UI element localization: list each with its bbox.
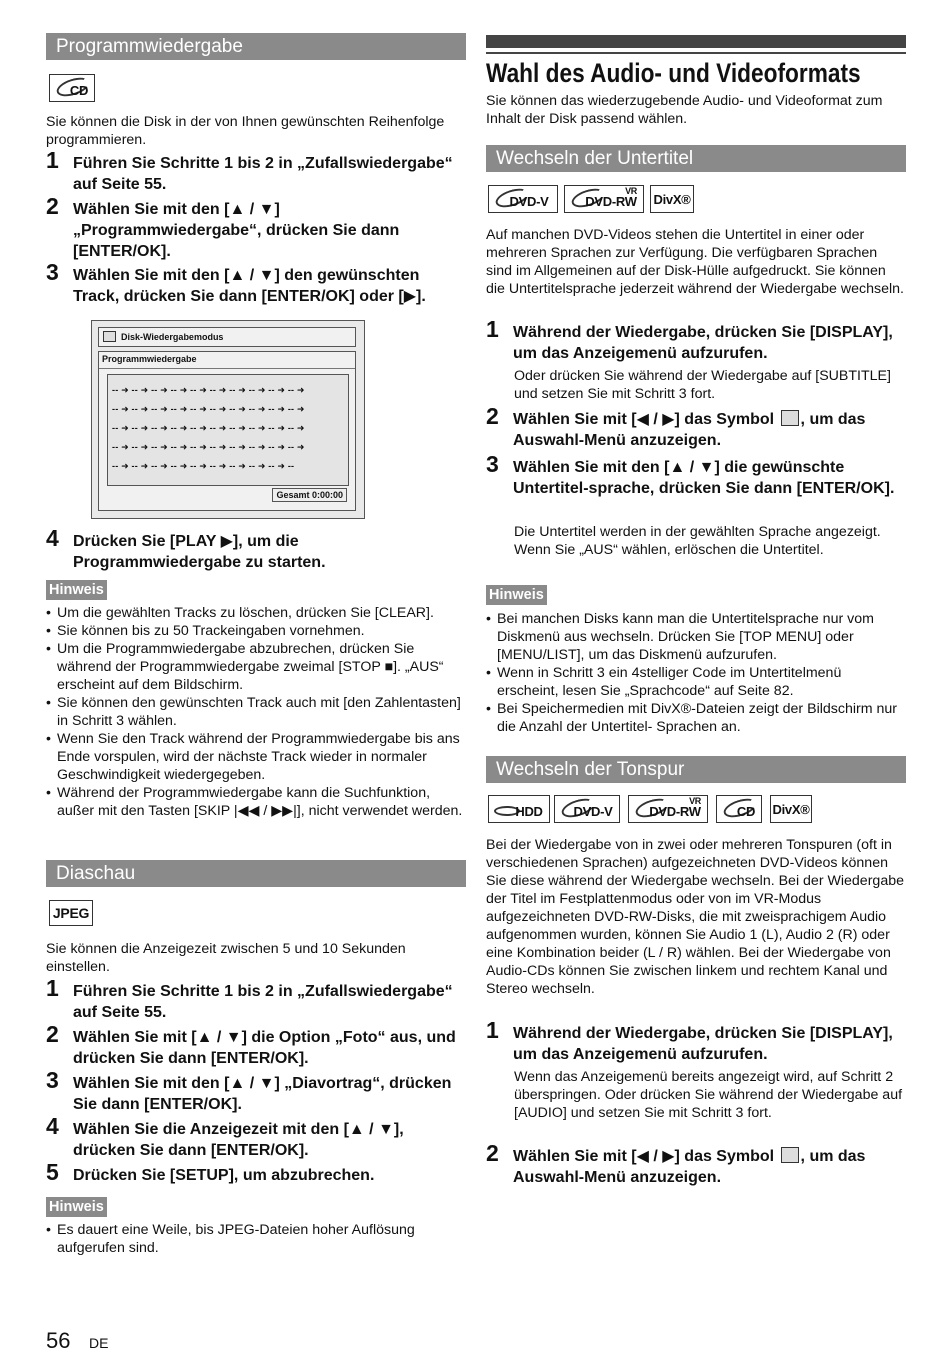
section-heading-tonspur: Wechseln der Tonspur [486,756,906,783]
step-1-note: Wenn das Anzeigemenü bereits angezeigt wird, auf Schritt 2 überspringen. Oder drücken Sie während der Wiedergabe auf [AUDIO] und setzen Sie mit Schritt 3 fort. [514,1069,903,1121]
panel-title: Programmwiedergabe [102,354,197,364]
program-row[interactable]: -- ➜ -- ➜ -- ➜ -- ➜ -- ➜ -- ➜ -- ➜ -- ➜ -- ➜ -- [112,461,295,471]
notes-list [46,1221,471,1257]
page-number: 56 [46,1328,71,1353]
divx-logo-icon: DivX® [770,795,812,823]
intro-text: Sie können das wiederzugebende Audio- und Videoformat zum Inhalt der Disk passend wählen. [486,93,883,127]
step-1-note: Oder drücken Sie während der Wiedergabe auf [SUBTITLE] und setzen Sie mit Schritt 3 fort. [514,368,891,402]
section-heading-diaschau: Diaschau [46,860,466,887]
intro-text: Bei der Wiedergabe von in zwei oder mehreren Tonspuren (oft in verschiedenen Sprachen) aufgezeichneten DVD-Videos können Sie diese während der Wiedergabe wechseln. Bei der Wiedergabe der Titel im Festplattenmodus oder von im VR-Modus aufgezeichneten DVD-RW-Disks, die mit zweisprachigem Audio aufgenommen wurden, können Sie Audio 1 (L), Audio 2 (R) oder eine Kombination beider (L / R) wählen. Bei der Wiedergabe von Audio-CDs können Sie zwischen linkem und rechtem Kanal und Stereo wechseln. [486,837,904,997]
screen-panel [98,351,356,511]
list-item: • Bei Speichermedien mit DivX®-Dateien zeigt der Bildschirm nur die Anzahl der Untertitel- Sprachen an. [486,700,906,736]
list-item: • Um die Programmwiedergabe abzubrechen, drücken Sie während der Programmwiedergabe zweimal [STOP ■]. „AUS“ erscheint auf dem Bildschirm. [46,640,471,694]
program-row[interactable]: -- ➜ -- ➜ -- ➜ -- ➜ -- ➜ -- ➜ -- ➜ -- ➜ -- ➜ -- ➜ [112,423,305,433]
hdd-logo-icon: HDD [488,795,550,823]
step-3-note: Die Untertitel werden in der gewählten Sprache angezeigt. Wenn Sie „AUS“ wählen, erlöschen die Untertitel. [514,524,881,558]
list-item: • Um die gewählten Tracks zu löschen, drücken Sie [CLEAR]. [46,604,471,622]
title-rule [486,35,906,48]
program-grid [107,374,349,486]
notes-list [486,610,906,736]
divx-logo-icon: DivX® [650,185,694,213]
list-item: • Sie können den gewünschten Track auch mit [den Zahlentasten] in Schritt 3 wählen. [46,694,471,730]
disk-mode-screen [91,320,365,519]
intro-text: Sie können die Anzeigezeit zwischen 5 und 10 Sekunden einstellen. [46,941,406,975]
page-title: Wahl des Audio- und Videoformats [486,58,861,88]
program-row[interactable]: -- ➜ -- ➜ -- ➜ -- ➜ -- ➜ -- ➜ -- ➜ -- ➜ -- ➜ -- ➜ [112,385,305,395]
list-item: • Wenn Sie den Track während der Programmwiedergabe bis ans Ende vorspulen, wird der nächste Track wieder in normaler Geschwindigkeit wiedergegeben. [46,730,471,784]
dvd-rw-logo-icon: VR DVD-RW [564,185,644,213]
screen-title-bar: Disk-Wiedergabemodus [98,327,356,347]
intro-text: Sie können die Disk in der von Ihnen gewünschten Reihenfolge programmieren. [46,114,445,148]
section-heading-untertitel: Wechseln der Untertitel [486,145,906,172]
jpeg-logo-icon: JPEG [49,900,93,926]
list-item: • Es dauert eine Weile, bis JPEG-Dateien hoher Auflösung aufgerufen sind. [46,1221,471,1257]
hinweis-label: Hinweis [486,585,547,605]
dvd-rw-logo-icon: VR DVD-RW [628,795,708,823]
subtitle-symbol-icon [781,410,799,426]
audio-symbol-icon [781,1147,799,1163]
program-row[interactable]: -- ➜ -- ➜ -- ➜ -- ➜ -- ➜ -- ➜ -- ➜ -- ➜ -- ➜ -- ➜ [112,442,305,452]
cd-logo-icon: CD [49,74,95,102]
notes-list [46,604,471,820]
intro-text: Auf manchen DVD-Videos stehen die Untertitel in einer oder mehreren Sprachen zur Verfügung. Die verfügbaren Sprachen sind im Allgemeinen auf der Disk-Hülle aufgedruckt. Sie können die Untertitelsprache jederzeit während der Wiedergabe wechseln. [486,227,904,297]
section-heading-programmwiedergabe: Programmwiedergabe [46,33,466,60]
list-item: • Sie können bis zu 50 Trackeingaben vornehmen. [46,622,471,640]
list-item: • Bei manchen Disks kann man die Untertitelsprache nur vom Diskmenü aus wechseln. Drücken Sie [TOP MENU] oder [MENU/LIST], um das Diskmenü aufzurufen. [486,610,906,664]
disc-mode-icon [103,331,116,342]
hinweis-label: Hinweis [46,580,107,600]
hinweis-label: Hinweis [46,1197,107,1217]
list-item: • Wenn in Schritt 3 ein 4stelliger Code im Untertitelmenü erscheint, lesen Sie „Sprachcode“ auf Seite 82. [486,664,906,700]
program-row[interactable]: -- ➜ -- ➜ -- ➜ -- ➜ -- ➜ -- ➜ -- ➜ -- ➜ -- ➜ -- ➜ [112,404,305,414]
dvd-v-logo-icon: DVD-V [554,795,620,823]
total-time: Gesamt 0:00:00 [272,488,347,502]
title-rule-thin [486,52,906,54]
cd-logo-icon: CD [716,795,762,823]
page-language: DE [89,1335,109,1351]
dvd-v-logo-icon: DVD-V [488,185,558,213]
list-item: • Während der Programmwiedergabe kann die Suchfunktion, außer mit den Tasten [SKIP |◀◀ / ▶▶|], nicht verwendet werden. [46,784,471,820]
